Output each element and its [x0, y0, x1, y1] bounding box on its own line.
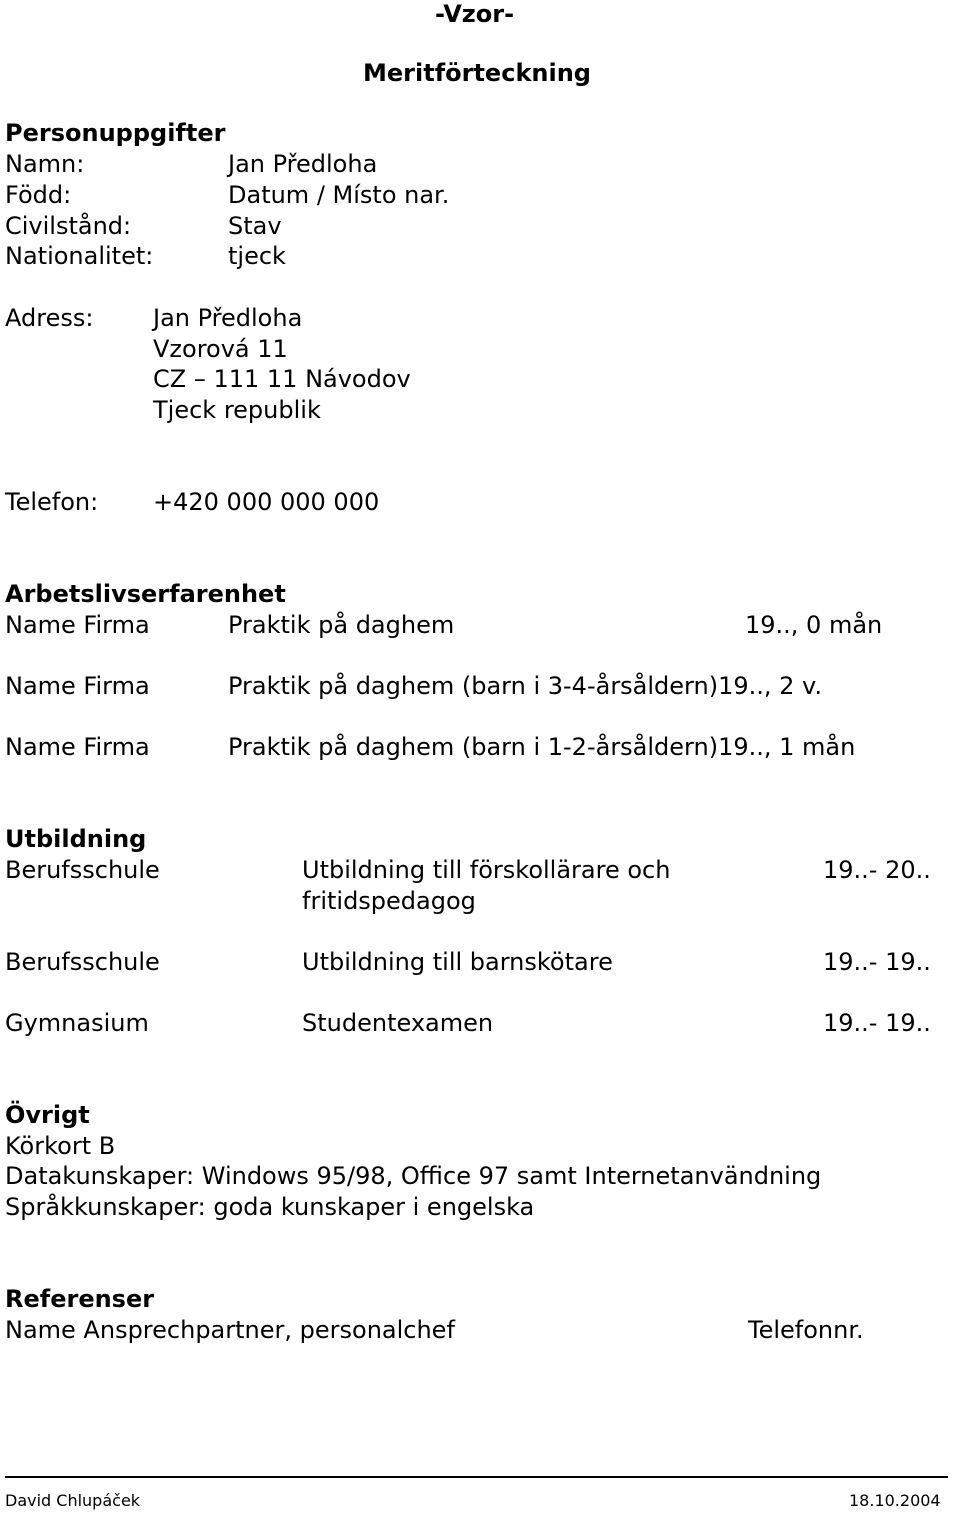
reference-phone: Telefonnr. [748, 1316, 864, 1344]
education-program: Utbildning till barnskötare [302, 948, 613, 976]
education-period: 19..- 19.. [823, 948, 931, 976]
section-heading-experience: Arbetslivserfarenhet [5, 580, 286, 608]
experience-company: Name Firma [5, 672, 150, 700]
address-line: Jan Předloha [153, 304, 303, 332]
education-program: Studentexamen [302, 1009, 494, 1037]
experience-company: Name Firma [5, 733, 150, 761]
personal-value-born: Datum / Místo nar. [228, 181, 450, 209]
address-line: Tjeck republik [153, 396, 321, 424]
education-school: Berufsschule [5, 856, 160, 884]
section-heading-personal: Personuppgifter [5, 119, 226, 147]
experience-company: Name Firma [5, 611, 150, 639]
personal-label-nationality: Nationalitet: [5, 242, 154, 270]
experience-role: Praktik på daghem (barn i 3-4-årsåldern)19.., 2 v. [228, 672, 822, 700]
phone-label: Telefon: [5, 488, 99, 516]
other-line: Datakunskaper: Windows 95/98, Office 97 samt Internetanvändning [5, 1162, 822, 1190]
personal-label-civil-status: Civilstånd: [5, 212, 132, 240]
experience-period: 19.., 0 mån [745, 611, 883, 639]
section-heading-references: Referenser [5, 1285, 155, 1313]
education-period: 19..- 19.. [823, 1009, 931, 1037]
footer-divider [5, 1476, 948, 1478]
education-program: Utbildning till förskollärare och [302, 856, 671, 884]
experience-role: Praktik på daghem [228, 611, 455, 639]
address-line: Vzorová 11 [153, 335, 288, 363]
experience-role: Praktik på daghem (barn i 1-2-årsåldern)19.., 1 mån [228, 733, 856, 761]
personal-value-civil-status: Stav [228, 212, 282, 240]
personal-value-name: Jan Předloha [228, 150, 378, 178]
footer-author: David Chlupáček [5, 1491, 141, 1510]
section-heading-other: Övrigt [5, 1101, 90, 1129]
education-program-continued: fritidspedagog [302, 887, 476, 915]
document-marker: -Vzor- [435, 0, 515, 28]
document-title: Meritförteckning [363, 59, 591, 87]
other-line: Språkkunskaper: goda kunskaper i engelska [5, 1193, 535, 1221]
address-line: CZ – 111 11 Návodov [153, 365, 411, 393]
education-period: 19..- 20.. [823, 856, 931, 884]
footer-date: 18.10.2004 [849, 1491, 941, 1510]
personal-label-born: Född: [5, 181, 72, 209]
personal-value-nationality: tjeck [228, 242, 286, 270]
personal-label-name: Namn: [5, 150, 85, 178]
phone-value: +420 000 000 000 [153, 488, 380, 516]
other-line: Körkort B [5, 1132, 116, 1160]
education-school: Gymnasium [5, 1009, 149, 1037]
reference-contact: Name Ansprechpartner, personalchef [5, 1316, 455, 1344]
address-label: Adress: [5, 304, 94, 332]
section-heading-education: Utbildning [5, 825, 147, 853]
education-school: Berufsschule [5, 948, 160, 976]
